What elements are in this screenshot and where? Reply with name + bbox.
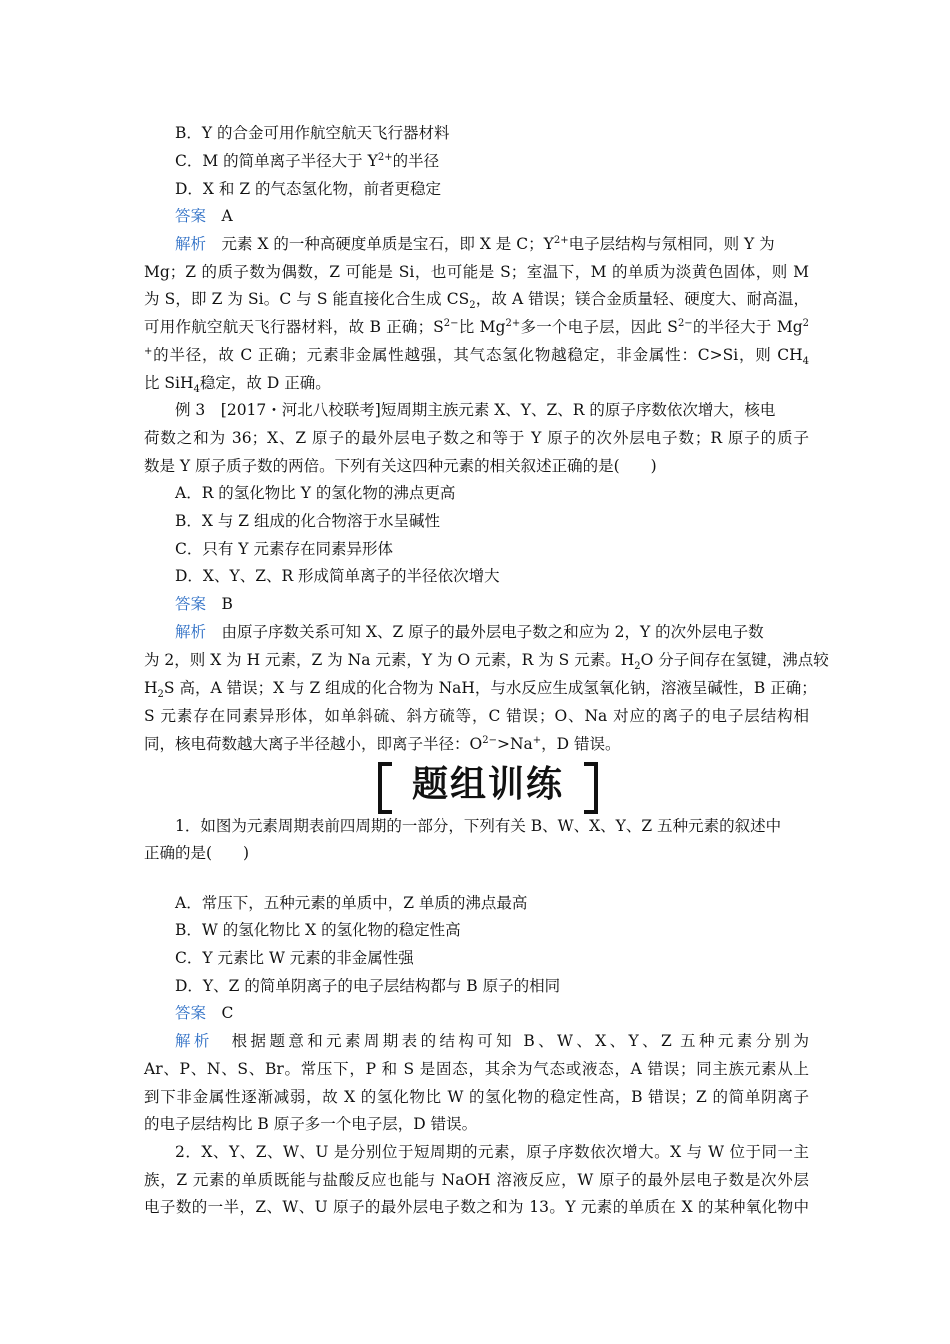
question-1-line-2: 正确的是( ) — [144, 844, 250, 862]
q1-answer-line — [175, 1003, 233, 1023]
section-title: 题组训练 — [411, 764, 564, 805]
question-2-line-2: 族，Z 元素的单质既能与盐酸反应也能与 NaOH 溶液反应，W 原子的最外层电子数是次外层 — [144, 1171, 809, 1189]
analysis-label: 解析 — [175, 235, 207, 253]
example-3-line-3: 数是 Y 原子质子数的两倍。下列有关这四种元素的相关叙述正确的是( ) — [144, 457, 657, 475]
ex3-answer-line — [175, 594, 233, 614]
analysis-label: 解析 — [175, 1032, 213, 1050]
q1-analysis-line-4: 的电子层结构比 B 原子多一个电子层，D 错误。 — [144, 1115, 478, 1133]
analysis-line-4: 可用作航空航天飞行器材料，故 B 正确；$S^{2-}$比 $Mg^{2+}$多一个电子层，因此 $S^{2-}$的半径大于 Mg$^2$ — [144, 317, 809, 336]
q1-option-a: A．常压下，五种元素的单质中，Z 单质的沸点最高 — [175, 894, 528, 912]
example-3-line-2: 荷数之和为 36；X、Z 原子的最外层电子数之和等于 Y 原子的次外层电子数；R 原子的质子 — [144, 429, 809, 447]
answer-value: C — [221, 1004, 234, 1022]
right-bracket — [584, 762, 598, 814]
left-bracket — [378, 762, 392, 814]
ex3-analysis-line-3: $H_2S$ 高，A 错误；X 与 Z 组成的化合物为 NaH，与水反应生成氢氧化钠，溶液呈碱性，B 正确； — [144, 679, 817, 701]
answer-line — [175, 206, 233, 226]
q1-option-b: B．W 的氢化物比 X 的氢化物的稳定性高 — [175, 921, 461, 939]
answer-label: 答案 — [175, 207, 207, 225]
analysis-line-5: +的半径，故 C 正确；元素非金属性越强，其气态氢化物越稳定，非金属性：C>Si，则 $CH_4$ — [144, 345, 809, 368]
ex3-analysis-line-5: 同，核电荷数越大离子半径越小，即离子半径：$O^{2-}>Na^+$，D 错误。 — [144, 734, 621, 753]
ex3-analysis-line-2: 为 2，则 X 为 H 元素，Z 为 Na 元素，Y 为 O 元素，R 为 S 元素。$H_2O$ 分子间存在氢键，沸点较 — [144, 651, 829, 673]
option-d: D．X 和 Z 的气态氢化物，前者更稳定 — [175, 180, 442, 198]
answer-label: 答案 — [175, 1004, 207, 1022]
ex3-option-c: C．只有 Y 元素存在同素异形体 — [175, 540, 393, 558]
ex3-option-b: B．X 与 Z 组成的化合物溶于水呈碱性 — [175, 512, 440, 530]
ex3-option-a: A．R 的氢化物比 Y 的氢化物的沸点更高 — [175, 484, 456, 502]
analysis-label: 解析 — [175, 623, 207, 641]
ex3-analysis-line-1: 解析 由原子序数关系可知 X、Z 原子的最外层电子数之和应为 2，Y 的次外层电子数 — [175, 623, 764, 641]
question-2-line-3: 电子数的一半，Z、W、U 原子的最外层电子数之和为 13。Y 元素的单质在 X 的某种氧化物中 — [144, 1198, 809, 1216]
q1-analysis-line-2: Ar、P、N、S、Br。常压下，P 和 S 是固态，其余为气态或液态，A 错误；同主族元素从上 — [144, 1060, 809, 1078]
analysis-line-2: Mg；Z 的质子数为偶数，Z 可能是 Si，也可能是 S；室温下，M 的单质为淡黄色固体，则 M — [144, 263, 809, 281]
q1-option-d: D．Y、Z 的简单阴离子的电子层结构都与 B 原子的相同 — [175, 977, 561, 995]
section-banner — [378, 762, 598, 808]
ex3-option-d: D．X、Y、Z、R 形成简单离子的半径依次增大 — [175, 567, 500, 585]
option-c: C．M 的简单离子半径大于 $Y^{2+}$的半径 — [175, 151, 440, 170]
option-b: B．Y 的合金可用作航空航天飞行器材料 — [175, 124, 450, 142]
analysis-line-1: 解析 元素 X 的一种高硬度单质是宝石，即 X 是 C；$Y^{2+}$电子层结构与氖相同，则 Y 为 — [175, 234, 775, 253]
q1-analysis-line-3: 到下非金属性逐渐减弱，故 X 的氢化物比 W 的氢化物的稳定性高，B 错误；Z 的简单阴离子 — [144, 1088, 809, 1106]
answer-label: 答案 — [175, 595, 207, 613]
q1-option-c: C．Y 元素比 W 元素的非金属性强 — [175, 949, 414, 967]
question-1-line-1: 1．如图为元素周期表前四周期的一部分，下列有关 B、W、X、Y、Z 五种元素的叙述中 — [175, 817, 782, 835]
example-3-line-1: 例 3 [2017・河北八校联考]短周期主族元素 X、Y、Z、R 的原子序数依次增大，核电 — [175, 401, 776, 419]
answer-value: B — [221, 595, 233, 613]
question-2-line-1: 2．X、Y、Z、W、U 是分别位于短周期的元素，原子序数依次增大。X 与 W 位于同一主 — [175, 1143, 809, 1161]
analysis-line-6: 比 SiH$_4$稳定，故 D 正确。 — [144, 374, 331, 396]
ex3-analysis-line-4: S 元素存在同素异形体，如单斜硫、斜方硫等，C 错误；O、Na 对应的离子的电子层结构相 — [144, 707, 809, 725]
analysis-line-3: 为 S，即 Z 为 Si。C 与 S 能直接化合生成 $CS_2$，故 A 错误；镁合金质量轻、硬度大、耐高温， — [144, 290, 809, 312]
q1-analysis-line-1: 解析 根据题意和元素周期表的结构可知 B、W、X、Y、Z 五种元素分别为 — [175, 1032, 809, 1050]
answer-value: A — [221, 207, 233, 225]
